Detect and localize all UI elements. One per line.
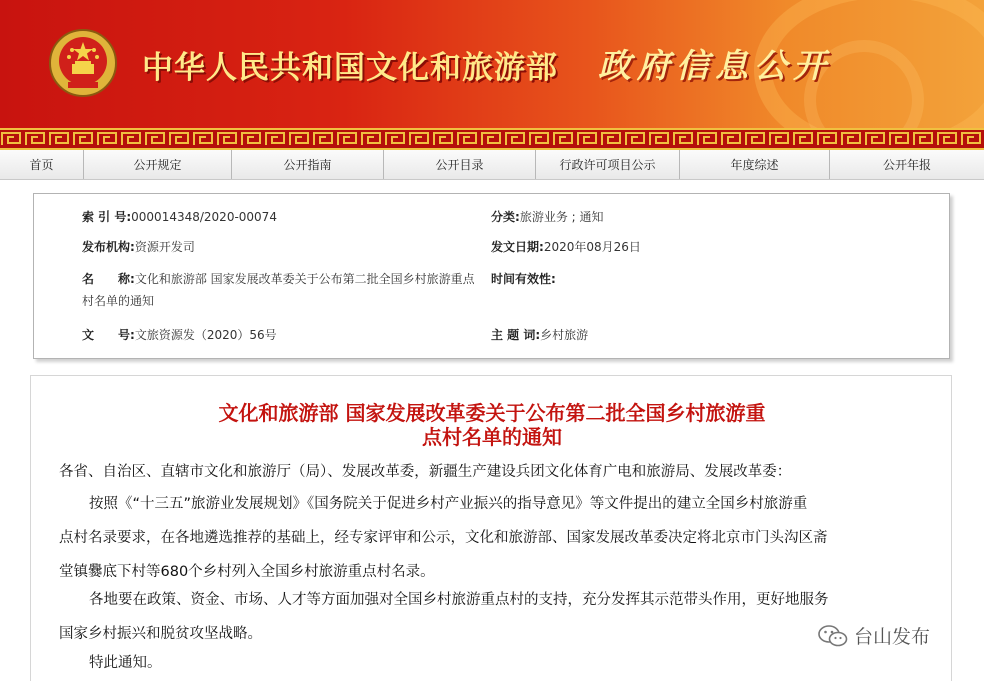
meta-date-label: 发文日期: <box>491 240 544 254</box>
meta-category-label: 分类: <box>491 210 520 224</box>
meta-date-value: 2020年08月26日 <box>543 240 641 254</box>
meta-name-value-line2: 村名单的通知 <box>82 294 155 308</box>
meta-category <box>491 206 604 228</box>
watermark-text: 台山发布 <box>854 626 931 648</box>
document-title-line2: 点村名单的通知 <box>422 425 562 449</box>
meta-validity-label: 时间有效性: <box>491 272 556 286</box>
meta-date <box>491 236 641 258</box>
meta-docno <box>82 324 277 346</box>
nav-item-guide[interactable]: 公开指南 <box>232 150 384 179</box>
wechat-icon <box>818 624 848 648</box>
document-content <box>30 375 952 681</box>
paragraph-1-line-2: 点村名录要求，在各地遴选推荐的基础上，经专家评审和公示，文化和旅游部、国家发展改革委决定将北京市门头沟区斋 <box>59 530 828 546</box>
nav-item-home[interactable]: 首页 <box>0 150 84 179</box>
meta-index <box>82 206 277 228</box>
paragraph-2-line-2: 国家乡村振兴和脱贫攻坚战略。 <box>59 626 262 642</box>
nav-item-annual-review[interactable]: 年度综述 <box>680 150 830 179</box>
paragraph-2-line-1: 各地要在政策、资金、市场、人才等方面加强对全国乡村旅游重点村的支持，充分发挥其示范带头作用，更好地服务 <box>89 592 829 608</box>
nav-item-rules[interactable]: 公开规定 <box>84 150 232 179</box>
site-subtitle: 政府信息公开 <box>598 46 832 85</box>
meta-index-label: 索 引 号: <box>82 210 132 224</box>
meta-name <box>82 268 492 312</box>
document-metadata <box>33 193 950 359</box>
meta-subject-label: 主 题 词: <box>491 328 541 342</box>
site-title: 中华人民共和国文化和旅游部 <box>142 50 558 86</box>
national-emblem-icon <box>48 28 118 98</box>
meta-docno-label: 文 号: <box>82 328 135 342</box>
main-nav <box>0 150 984 180</box>
meta-docno-value: 文旅资源发（2020）56号 <box>134 328 277 342</box>
nav-item-annual-report[interactable]: 公开年报 <box>882 158 931 172</box>
site-banner <box>0 0 984 128</box>
nav-item-permits[interactable]: 行政许可项目公示 <box>536 150 680 179</box>
meta-issuer-label: 发布机构: <box>82 240 135 254</box>
meta-name-label: 名 称: <box>82 272 135 286</box>
document-title-line1: 文化和旅游部 国家发展改革委关于公布第二批全国乡村旅游重 <box>218 401 766 425</box>
document-paragraph-1 <box>59 487 939 589</box>
meta-subject-value: 乡村旅游 <box>540 328 589 342</box>
document-title <box>31 401 953 449</box>
meta-validity <box>491 268 556 290</box>
document-paragraph-3: 特此通知。 <box>89 655 162 671</box>
meta-issuer <box>82 236 195 258</box>
document-salutation: 各省、自治区、直辖市文化和旅游厅（局）、发展改革委，新疆生产建设兵团文化体育广电和旅游局、发展改革委： <box>59 464 792 480</box>
meta-subject <box>491 324 588 346</box>
watermark <box>818 622 930 649</box>
paragraph-1-line-1: 按照《“十三五”旅游业发展规划》《国务院关于促进乡村产业振兴的指导意见》等文件提出的建立全国乡村旅游重 <box>89 496 808 512</box>
meta-category-value: 旅游业务 ; 通知 <box>519 210 604 224</box>
nav-item-catalog[interactable]: 公开目录 <box>384 150 536 179</box>
meta-index-value: 000014348/2020-00074 <box>131 210 277 224</box>
meta-issuer-value: 资源开发司 <box>134 240 195 254</box>
document-paragraph-2 <box>59 583 939 651</box>
decorative-border <box>0 128 984 150</box>
paragraph-1-line-3: 堂镇爨底下村等680个乡村列入全国乡村旅游重点村名录。 <box>59 564 435 580</box>
meta-name-value-line1: 文化和旅游部 国家发展改革委关于公布第二批全国乡村旅游重点 <box>134 272 475 286</box>
